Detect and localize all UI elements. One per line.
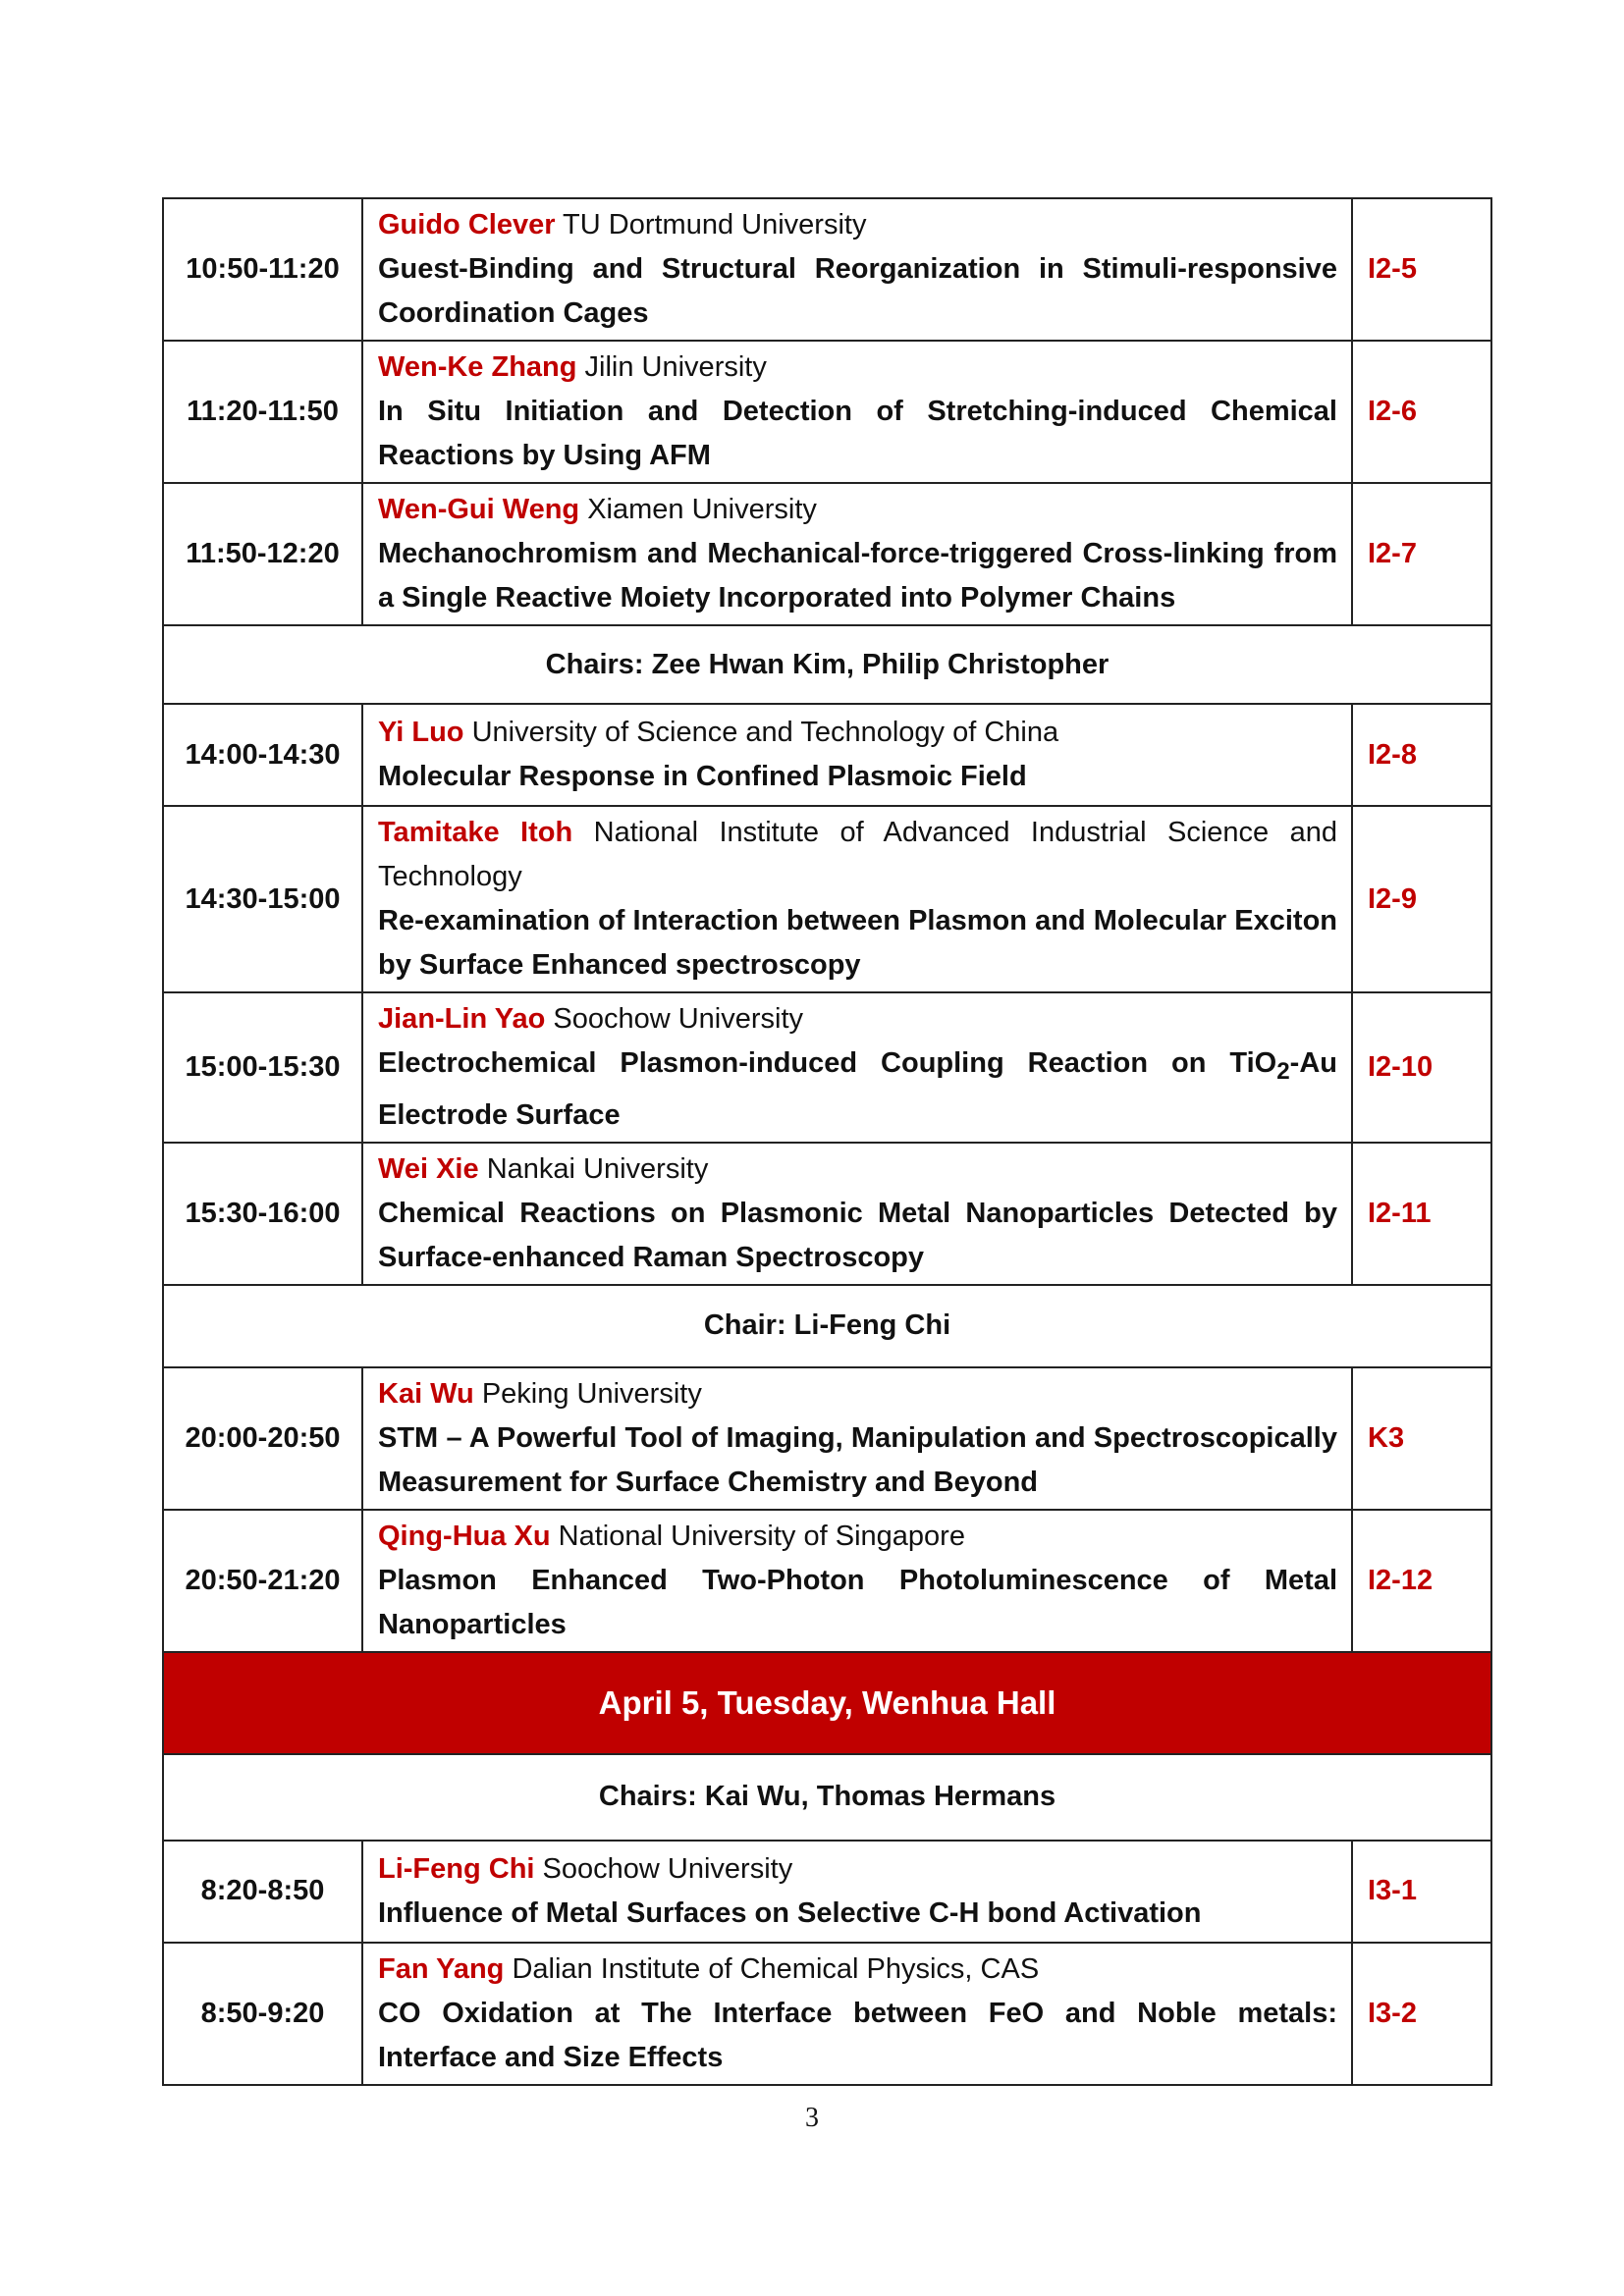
time-slot: 10:50-11:20 xyxy=(163,198,362,341)
talk-title xyxy=(378,1041,1337,1138)
day-header-row xyxy=(163,1652,1491,1754)
speaker-name: Li-Feng Chi xyxy=(378,1852,535,1885)
talk-cell xyxy=(362,1841,1352,1943)
talk-title: STM – A Powerful Tool of Imaging, Manipulation and Spectroscopically Measurement for Surface Chemistry and Beyond xyxy=(378,1421,1337,1498)
talk-title: Plasmon Enhanced Two-Photon Photoluminescence of Metal Nanoparticles xyxy=(378,1564,1337,1640)
table-row xyxy=(163,198,1491,341)
time-slot: 15:00-15:30 xyxy=(163,992,362,1143)
affiliation: National University of Singapore xyxy=(558,1520,965,1552)
table-row xyxy=(163,1943,1491,2085)
speaker-name: Wei Xie xyxy=(378,1152,479,1185)
table-row xyxy=(163,806,1491,992)
table-row xyxy=(163,1841,1491,1943)
talk-title: Influence of Metal Surfaces on Selective C-H bond Activation xyxy=(378,1896,1202,1929)
talk-title: Re-examination of Interaction between Plasmon and Molecular Exciton by Surface Enhanced spectroscopy xyxy=(378,905,1337,981)
talk-title: Chemical Reactions on Plasmonic Metal Nanoparticles Detected by Surface-enhanced Raman Spectroscopy xyxy=(378,1197,1337,1273)
talk-cell xyxy=(362,341,1352,483)
speaker-name: Yi Luo xyxy=(378,717,464,748)
affiliation: Jilin University xyxy=(584,351,767,383)
talk-title: Molecular Response in Confined Plasmoic Field xyxy=(378,761,1027,792)
talk-cell xyxy=(362,992,1352,1143)
speaker-name: Wen-Ke Zhang xyxy=(378,351,577,383)
chair-row xyxy=(163,1754,1491,1841)
talk-cell xyxy=(362,806,1352,992)
speaker-name: Kai Wu xyxy=(378,1377,474,1410)
talk-code: I2-10 xyxy=(1352,992,1491,1143)
talk-cell xyxy=(362,1367,1352,1510)
speaker-name: Guido Clever xyxy=(378,209,556,240)
talk-title: CO Oxidation at The Interface between FeO and Noble metals: Interface and Size Effects xyxy=(378,1997,1337,2073)
affiliation: Peking University xyxy=(481,1377,702,1410)
affiliation: Soochow University xyxy=(542,1852,793,1885)
talk-code: K3 xyxy=(1352,1367,1491,1510)
talk-cell xyxy=(362,704,1352,806)
session-chairs: Chair: Li-Feng Chi xyxy=(163,1285,1491,1367)
affiliation: Nankai University xyxy=(486,1152,709,1185)
time-slot: 8:50-9:20 xyxy=(163,1943,362,2085)
talk-title: Mechanochromism and Mechanical-force-triggered Cross-linking from a Single Reactive Moiety Incorporated into Polymer Chains xyxy=(378,538,1337,614)
talk-code: I3-1 xyxy=(1352,1841,1491,1943)
affiliation: Soochow University xyxy=(553,1003,804,1035)
speaker-name: Fan Yang xyxy=(378,1952,505,1985)
table-row xyxy=(163,1367,1491,1510)
talk-title: Guest-Binding and Structural Reorganization in Stimuli-responsive Coordination Cages xyxy=(378,253,1337,329)
session-chairs: Chairs: Zee Hwan Kim, Philip Christopher xyxy=(163,625,1491,704)
chair-row xyxy=(163,625,1491,704)
speaker-name: Tamitake Itoh xyxy=(378,817,573,848)
table-row xyxy=(163,483,1491,625)
talk-cell xyxy=(362,1943,1352,2085)
time-slot: 14:30-15:00 xyxy=(163,806,362,992)
time-slot: 20:00-20:50 xyxy=(163,1367,362,1510)
chair-row xyxy=(163,1285,1491,1367)
talk-code: I2-5 xyxy=(1352,198,1491,341)
talk-code: I2-11 xyxy=(1352,1143,1491,1285)
time-slot: 14:00-14:30 xyxy=(163,704,362,806)
affiliation: University of Science and Technology of China xyxy=(471,717,1059,748)
table-row xyxy=(163,704,1491,806)
session-chairs: Chairs: Kai Wu, Thomas Hermans xyxy=(163,1754,1491,1841)
page-number: 3 xyxy=(805,2103,819,2133)
schedule-table xyxy=(162,197,1492,2086)
time-slot: 20:50-21:20 xyxy=(163,1510,362,1652)
speaker-name: Jian-Lin Yao xyxy=(378,1003,546,1035)
affiliation: National Institute of Advanced Industrial Science and Technology xyxy=(378,817,1338,892)
affiliation: TU Dortmund University xyxy=(563,209,867,240)
talk-title-text-end: -Au Electrode Surface xyxy=(378,1047,1337,1131)
time-slot: 11:20-11:50 xyxy=(163,341,362,483)
subscript: 2 xyxy=(1276,1057,1290,1085)
affiliation: Xiamen University xyxy=(587,494,817,525)
table-row xyxy=(163,1510,1491,1652)
talk-code: I2-9 xyxy=(1352,806,1491,992)
talk-title-text: Electrochemical Plasmon-induced Coupling Reaction on TiO xyxy=(378,1047,1277,1079)
speaker-name: Qing-Hua Xu xyxy=(378,1520,551,1552)
table-row xyxy=(163,992,1491,1143)
talk-code: I2-12 xyxy=(1352,1510,1491,1652)
talk-title: In Situ Initiation and Detection of Stretching-induced Chemical Reactions by Using AFM xyxy=(378,396,1337,471)
talk-cell xyxy=(362,1143,1352,1285)
time-slot: 8:20-8:50 xyxy=(163,1841,362,1943)
talk-code: I2-8 xyxy=(1352,704,1491,806)
talk-cell xyxy=(362,1510,1352,1652)
talk-code: I2-7 xyxy=(1352,483,1491,625)
talk-code: I2-6 xyxy=(1352,341,1491,483)
table-row xyxy=(163,341,1491,483)
talk-code: I3-2 xyxy=(1352,1943,1491,2085)
affiliation: Dalian Institute of Chemical Physics, CAS xyxy=(512,1952,1040,1985)
time-slot: 15:30-16:00 xyxy=(163,1143,362,1285)
day-header: April 5, Tuesday, Wenhua Hall xyxy=(163,1652,1491,1754)
speaker-name: Wen-Gui Weng xyxy=(378,494,580,525)
talk-cell xyxy=(362,198,1352,341)
time-slot: 11:50-12:20 xyxy=(163,483,362,625)
table-row xyxy=(163,1143,1491,1285)
talk-cell xyxy=(362,483,1352,625)
